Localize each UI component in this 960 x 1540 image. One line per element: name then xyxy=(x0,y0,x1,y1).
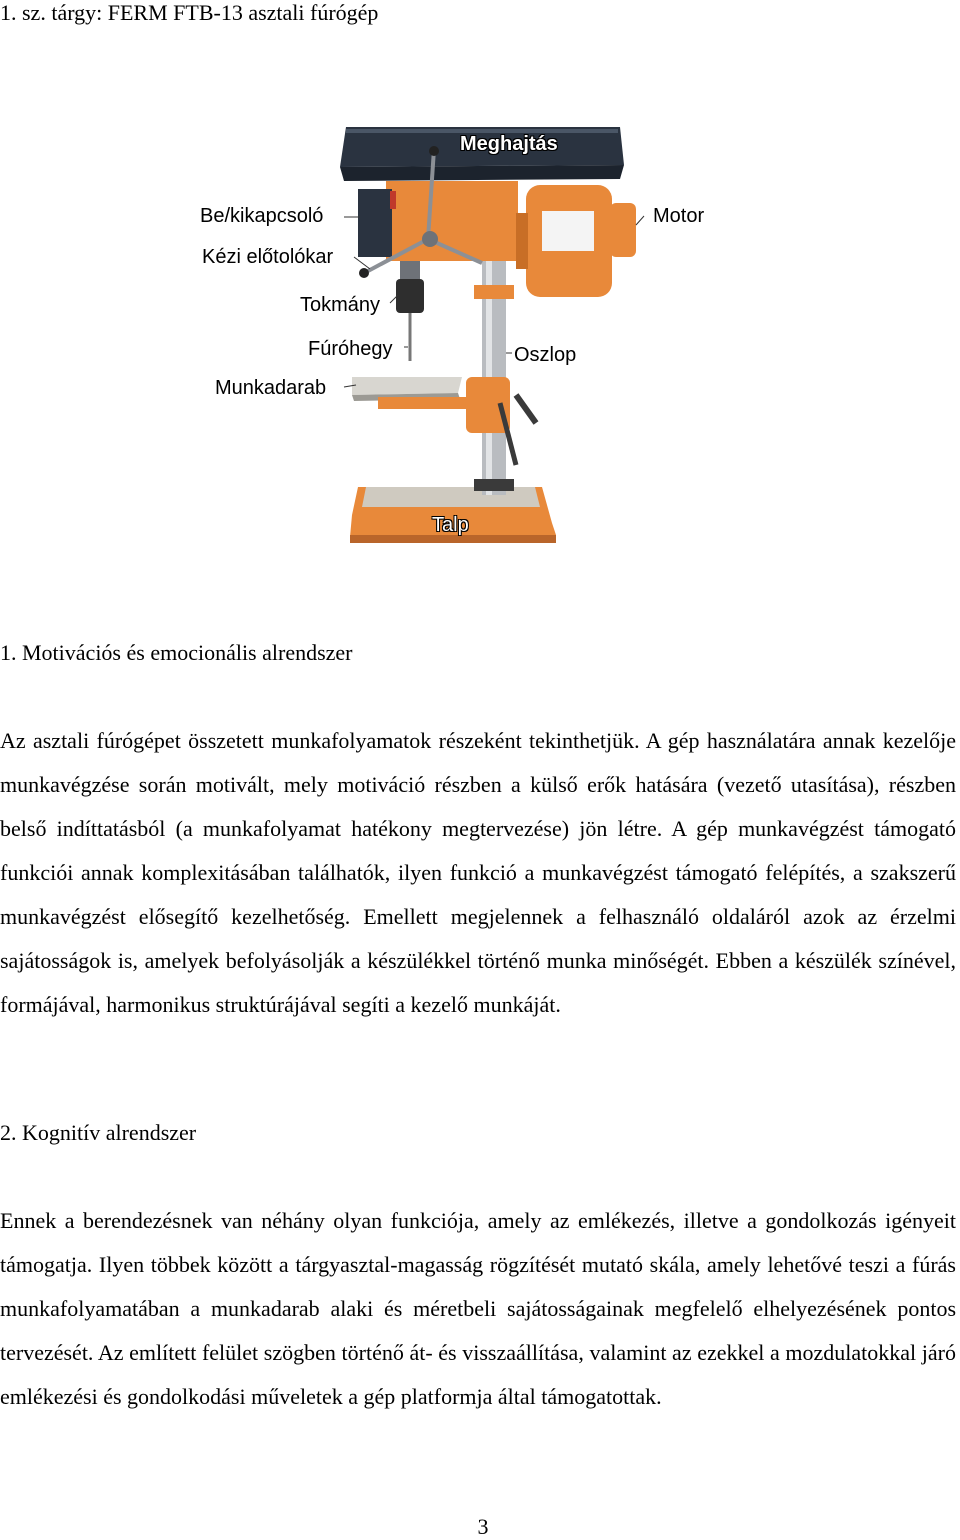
page-title: 1. sz. tárgy: FERM FTB-13 asztali fúrógép xyxy=(0,0,379,25)
label-base: Talp xyxy=(432,514,469,536)
drill-press-illustration xyxy=(190,115,750,555)
section-paragraph-motivational: Az asztali fúrógépet összetett munkafolyamatok részeként tekinthetjük. A gép használatára annak kezelője munkavégzése során motivált, mely motiváció részben a külső erők hatására (vezető utasítása), részben belső indíttatásból (a munkafolyamat hatékony megtervezése) jön létre. A gép munkavégzést támogató funkciói annak komplexitásában találhatók, ilyen funkció a munkavégzést támogató felépítés, a szakszerű munkavégzést elősegítő kezelhetőség. Emellett megjelennek a felhasználó oldaláról azok az érzelmi sajátosságok is, amelyek befolyásolják a készülékkel történő munka minőségét. Ebben a készülék színével, formájával, harmonikus struktúrájával segíti a kezelő munkáját. xyxy=(0,728,956,1017)
section-paragraph-cognitive: Ennek a berendezésnek van néhány olyan funkciója, amely az emlékezés, illetve a gondolkozás igényeit támogatja. Ilyen többek között a tárgyasztal-magasság rögzítését mutató skála, amely lehetővé teszi a fúrás munkafolyamatában a munkadarab alaki és méretbeli sajátosságainak megfelelő elhelyezésének pontos tervezését. Az említett felület szögben történő át- és visszaállítása, valamint az ezekkel a mozdulatokkal járó emlékezési és gondolkodási műveletek a gép platformja által támogatottak. xyxy=(0,1208,956,1409)
label-switch: Be/kikapcsoló xyxy=(200,205,324,227)
label-motor: Motor xyxy=(653,205,705,227)
section-heading-cognitive: 2. Kognitív alrendszer xyxy=(0,1120,197,1145)
page-number: 3 xyxy=(477,1514,489,1539)
label-workpiece: Munkadarab xyxy=(215,377,327,399)
label-drive: Meghajtás xyxy=(460,133,558,155)
work-table-shape xyxy=(352,377,536,465)
motor-shape xyxy=(516,185,636,297)
label-column: Oszlop xyxy=(514,344,577,366)
head-shape xyxy=(358,181,518,261)
drill-press-figure xyxy=(190,115,750,555)
label-drill-bit: Fúróhegy xyxy=(308,338,393,360)
label-feed-lever: Kézi előtolókar xyxy=(202,246,334,268)
column-shape xyxy=(474,255,514,495)
section-heading-motivational: 1. Motivációs és emocionális alrendszer xyxy=(0,640,353,665)
chuck-shape xyxy=(396,261,424,361)
label-chuck: Tokmány xyxy=(300,294,381,316)
